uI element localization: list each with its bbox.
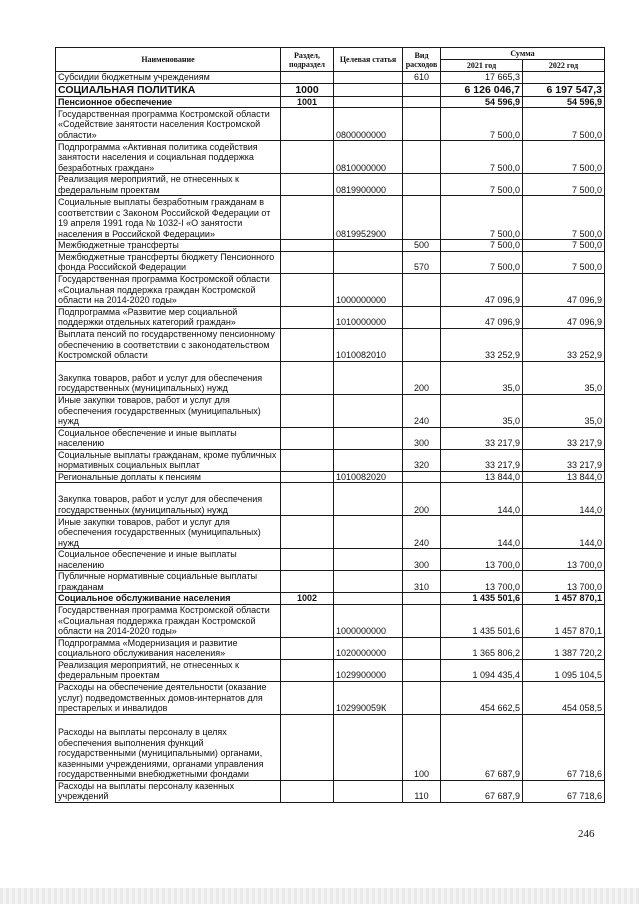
- cell-sum-2022: 33 252,9: [523, 328, 605, 361]
- cell-sum-2021: 47 096,9: [441, 306, 523, 328]
- table-row: [56, 780, 605, 802]
- cell-name: Расходы на выплаты персоналу в целях обеспечения выполнения функций государственными (муниципальными) органами, казенными учреждениями, органами управления государственными внебюджетными фондами: [56, 714, 281, 780]
- cell-sum-2022: 7 500,0: [523, 240, 605, 252]
- cell-sum-2022: 7 500,0: [523, 108, 605, 141]
- cell-section: [281, 108, 334, 141]
- cell-name: Закупка товаров, работ и услуг для обеспечения государственных (муниципальных) нужд: [56, 361, 281, 394]
- cell-name: Социальное обеспечение и иные выплаты населению: [56, 549, 281, 571]
- cell-sum-2021: 35,0: [441, 394, 523, 427]
- cell-type: [403, 273, 441, 306]
- cell-name: Иные закупки товаров, работ и услуг для обеспечения государственных (муниципальных) нужд: [56, 516, 281, 549]
- cell-section: [281, 516, 334, 549]
- cell-sum-2022: 1 457 870,1: [523, 604, 605, 637]
- cell-name: Расходы на обеспечение деятельности (оказание услуг) подведомственных домов-интернатов для престарелых и инвалидов: [56, 681, 281, 714]
- cell-type: [403, 681, 441, 714]
- cell-sum-2021: 7 500,0: [441, 196, 523, 240]
- cell-name: Иные закупки товаров, работ и услуг для обеспечения государственных (муниципальных) нужд: [56, 394, 281, 427]
- cell-sum-2021: 454 662,5: [441, 681, 523, 714]
- budget-sheet: [55, 47, 604, 803]
- table-row: [56, 659, 605, 681]
- cell-target: 0819952900: [334, 196, 403, 240]
- table-row: [56, 471, 605, 483]
- cell-target: 1010082010: [334, 328, 403, 361]
- table-row: [56, 714, 605, 780]
- cell-sum-2021: 144,0: [441, 516, 523, 549]
- cell-target: [334, 394, 403, 427]
- cell-sum-2022: 7 500,0: [523, 141, 605, 174]
- page-number: 246: [578, 828, 595, 840]
- cell-section: 1000: [281, 83, 334, 96]
- table-row: [56, 394, 605, 427]
- cell-target: [334, 714, 403, 780]
- cell-target: 102990059К: [334, 681, 403, 714]
- cell-type: 240: [403, 394, 441, 427]
- table-row: [56, 593, 605, 605]
- header-name: Наименование: [56, 48, 281, 72]
- cell-sum-2021: 144,0: [441, 483, 523, 516]
- cell-name: Подпрограмма «Активная политика содействия занятости населения и социальная поддержка безработных граждан»: [56, 141, 281, 174]
- cell-target: [334, 72, 403, 84]
- cell-target: [334, 83, 403, 96]
- cell-name: Реализация мероприятий, не отнесенных к федеральным проектам: [56, 659, 281, 681]
- cell-type: 110: [403, 780, 441, 802]
- cell-sum-2022: 7 500,0: [523, 196, 605, 240]
- cell-sum-2021: 13 700,0: [441, 549, 523, 571]
- cell-sum-2021: 1 094 435,4: [441, 659, 523, 681]
- cell-sum-2022: 144,0: [523, 516, 605, 549]
- cell-section: [281, 174, 334, 196]
- header-section: Раздел, подраздел: [281, 48, 334, 72]
- cell-sum-2022: 1 457 870,1: [523, 593, 605, 605]
- cell-type: 200: [403, 361, 441, 394]
- cell-section: [281, 471, 334, 483]
- cell-section: [281, 681, 334, 714]
- cell-type: [403, 471, 441, 483]
- cell-sum-2022: 7 500,0: [523, 174, 605, 196]
- cell-sum-2022: 67 718,6: [523, 780, 605, 802]
- cell-target: 1029900000: [334, 659, 403, 681]
- table-row: [56, 516, 605, 549]
- cell-section: [281, 240, 334, 252]
- cell-sum-2021: 47 096,9: [441, 273, 523, 306]
- header-sum: Сумма: [441, 48, 605, 60]
- cell-name: Расходы на выплаты персоналу казенных учреждений: [56, 780, 281, 802]
- cell-name: Социальное обеспечение и иные выплаты населению: [56, 427, 281, 449]
- cell-name: Межбюджетные трансферты бюджету Пенсионного фонда Российской Федерации: [56, 251, 281, 273]
- cell-sum-2022: 13 844,0: [523, 471, 605, 483]
- cell-type: [403, 96, 441, 108]
- cell-target: 1020000000: [334, 637, 403, 659]
- cell-target: [334, 571, 403, 593]
- cell-sum-2022: 144,0: [523, 483, 605, 516]
- cell-type: 320: [403, 449, 441, 471]
- cell-target: [334, 593, 403, 605]
- cell-type: [403, 637, 441, 659]
- cell-section: [281, 427, 334, 449]
- cell-type: [403, 593, 441, 605]
- cell-name: Публичные нормативные социальные выплаты гражданам: [56, 571, 281, 593]
- table-row: [56, 174, 605, 196]
- cell-type: 570: [403, 251, 441, 273]
- header-type: Вид расходов: [403, 48, 441, 72]
- cell-section: [281, 328, 334, 361]
- table-row: [56, 637, 605, 659]
- cell-type: 100: [403, 714, 441, 780]
- cell-section: [281, 196, 334, 240]
- cell-type: [403, 196, 441, 240]
- cell-type: [403, 604, 441, 637]
- cell-sum-2021: 54 596,9: [441, 96, 523, 108]
- cell-section: [281, 273, 334, 306]
- cell-sum-2022: 35,0: [523, 394, 605, 427]
- cell-target: [334, 549, 403, 571]
- cell-target: [334, 361, 403, 394]
- cell-section: [281, 714, 334, 780]
- cell-sum-2021: 6 126 046,7: [441, 83, 523, 96]
- cell-name: Социальные выплаты гражданам, кроме публичных нормативных социальных выплат: [56, 449, 281, 471]
- cell-sum-2021: 1 435 501,6: [441, 604, 523, 637]
- cell-sum-2022: 1 095 104,5: [523, 659, 605, 681]
- cell-type: 300: [403, 549, 441, 571]
- cell-sum-2022: 13 700,0: [523, 549, 605, 571]
- cell-name: Межбюджетные трансферты: [56, 240, 281, 252]
- cell-type: 200: [403, 483, 441, 516]
- cell-sum-2022: 454 058,5: [523, 681, 605, 714]
- table-row: [56, 549, 605, 571]
- cell-sum-2022: 67 718,6: [523, 714, 605, 780]
- cell-target: [334, 427, 403, 449]
- cell-name: Государственная программа Костромской области «Содействие занятости населения Костромской области»: [56, 108, 281, 141]
- cell-name: Закупка товаров, работ и услуг для обеспечения государственных (муниципальных) нужд: [56, 483, 281, 516]
- cell-sum-2021: 33 217,9: [441, 449, 523, 471]
- table-row: [56, 83, 605, 96]
- table-row: [56, 571, 605, 593]
- table-row: [56, 449, 605, 471]
- cell-name: Государственная программа Костромской области «Социальная поддержка граждан Костромской области на 2014-2020 годы»: [56, 604, 281, 637]
- table-row: [56, 361, 605, 394]
- cell-sum-2022: 1 387 720,2: [523, 637, 605, 659]
- cell-sum-2021: 33 217,9: [441, 427, 523, 449]
- cell-name: Государственная программа Костромской области «Социальная поддержка граждан Костромской области на 2014-2020 годы»: [56, 273, 281, 306]
- cell-sum-2021: 33 252,9: [441, 328, 523, 361]
- cell-target: 0810000000: [334, 141, 403, 174]
- cell-sum-2022: [523, 72, 605, 84]
- cell-section: [281, 449, 334, 471]
- cell-target: 1000000000: [334, 604, 403, 637]
- cell-section: 1002: [281, 593, 334, 605]
- cell-type: 610: [403, 72, 441, 84]
- cell-sum-2022: 33 217,9: [523, 449, 605, 471]
- table-row: [56, 483, 605, 516]
- cell-sum-2022: 7 500,0: [523, 251, 605, 273]
- cell-section: [281, 483, 334, 516]
- table-row: [56, 328, 605, 361]
- table-row: [56, 96, 605, 108]
- cell-name: Региональные доплаты к пенсиям: [56, 471, 281, 483]
- table-row: [56, 72, 605, 84]
- cell-section: [281, 571, 334, 593]
- table-header: [56, 48, 605, 72]
- cell-sum-2022: 54 596,9: [523, 96, 605, 108]
- cell-sum-2021: 7 500,0: [441, 108, 523, 141]
- table-row: [56, 604, 605, 637]
- header-target: Целевая статья: [334, 48, 403, 72]
- cell-section: [281, 72, 334, 84]
- cell-name: Социальное обслуживание населения: [56, 593, 281, 605]
- cell-type: 500: [403, 240, 441, 252]
- cell-name: Подпрограмма «Развитие мер социальной поддержки отдельных категорий граждан»: [56, 306, 281, 328]
- cell-sum-2021: 67 687,9: [441, 780, 523, 802]
- cell-target: [334, 240, 403, 252]
- cell-sum-2021: 13 700,0: [441, 571, 523, 593]
- cell-name: Реализация мероприятий, не отнесенных к федеральным проектам: [56, 174, 281, 196]
- cell-type: 310: [403, 571, 441, 593]
- cell-section: [281, 141, 334, 174]
- cell-sum-2021: 67 687,9: [441, 714, 523, 780]
- cell-target: [334, 516, 403, 549]
- cell-sum-2022: 35,0: [523, 361, 605, 394]
- scan-edge: [0, 888, 639, 904]
- cell-sum-2022: 47 096,9: [523, 306, 605, 328]
- cell-target: 1010000000: [334, 306, 403, 328]
- cell-sum-2022: 6 197 547,3: [523, 83, 605, 96]
- cell-type: [403, 328, 441, 361]
- cell-type: [403, 659, 441, 681]
- cell-sum-2021: 1 365 806,2: [441, 637, 523, 659]
- cell-type: [403, 141, 441, 174]
- table-row: [56, 196, 605, 240]
- cell-target: 0800000000: [334, 108, 403, 141]
- cell-target: [334, 483, 403, 516]
- cell-section: [281, 659, 334, 681]
- cell-target: 1010082020: [334, 471, 403, 483]
- header-year-2022: 2022 год: [523, 60, 605, 72]
- cell-section: [281, 637, 334, 659]
- cell-sum-2021: 7 500,0: [441, 141, 523, 174]
- cell-type: [403, 174, 441, 196]
- cell-sum-2021: 7 500,0: [441, 174, 523, 196]
- table-row: [56, 681, 605, 714]
- cell-name: Пенсионное обеспечение: [56, 96, 281, 108]
- cell-target: [334, 780, 403, 802]
- table-row: [56, 427, 605, 449]
- cell-section: [281, 306, 334, 328]
- table-row: [56, 251, 605, 273]
- cell-type: [403, 83, 441, 96]
- cell-section: [281, 604, 334, 637]
- cell-target: [334, 449, 403, 471]
- cell-name: Субсидии бюджетным учреждениям: [56, 72, 281, 84]
- cell-section: [281, 780, 334, 802]
- table-row: [56, 306, 605, 328]
- cell-target: [334, 96, 403, 108]
- table-row: [56, 108, 605, 141]
- cell-type: [403, 108, 441, 141]
- cell-type: 300: [403, 427, 441, 449]
- cell-sum-2022: 13 700,0: [523, 571, 605, 593]
- cell-name: Выплата пенсий по государственному пенсионному обеспечению в соответствии с законодательством Костромской области: [56, 328, 281, 361]
- cell-target: 1000000000: [334, 273, 403, 306]
- cell-section: [281, 549, 334, 571]
- table-row: [56, 240, 605, 252]
- cell-section: [281, 394, 334, 427]
- budget-table: [55, 47, 605, 803]
- cell-sum-2021: 13 844,0: [441, 471, 523, 483]
- cell-type: [403, 306, 441, 328]
- cell-sum-2021: 7 500,0: [441, 240, 523, 252]
- cell-section: [281, 361, 334, 394]
- table-row: [56, 141, 605, 174]
- table-row: [56, 273, 605, 306]
- cell-sum-2021: 1 435 501,6: [441, 593, 523, 605]
- cell-name: Подпрограмма «Модернизация и развитие социального обслуживания населения»: [56, 637, 281, 659]
- header-year-2021: 2021 год: [441, 60, 523, 72]
- cell-name: СОЦИАЛЬНАЯ ПОЛИТИКА: [56, 83, 281, 96]
- cell-name: Социальные выплаты безработным гражданам в соответствии с Законом Российской Федерации от 19 апреля 1991 года № 1032-I «О занятости населения в Российской Федерации»: [56, 196, 281, 240]
- cell-target: [334, 251, 403, 273]
- cell-sum-2022: 33 217,9: [523, 427, 605, 449]
- cell-section: [281, 251, 334, 273]
- cell-target: 0819900000: [334, 174, 403, 196]
- cell-type: 240: [403, 516, 441, 549]
- table-body: [56, 72, 605, 803]
- cell-section: 1001: [281, 96, 334, 108]
- cell-sum-2021: 17 665,3: [441, 72, 523, 84]
- cell-sum-2021: 7 500,0: [441, 251, 523, 273]
- cell-sum-2021: 35,0: [441, 361, 523, 394]
- cell-sum-2022: 47 096,9: [523, 273, 605, 306]
